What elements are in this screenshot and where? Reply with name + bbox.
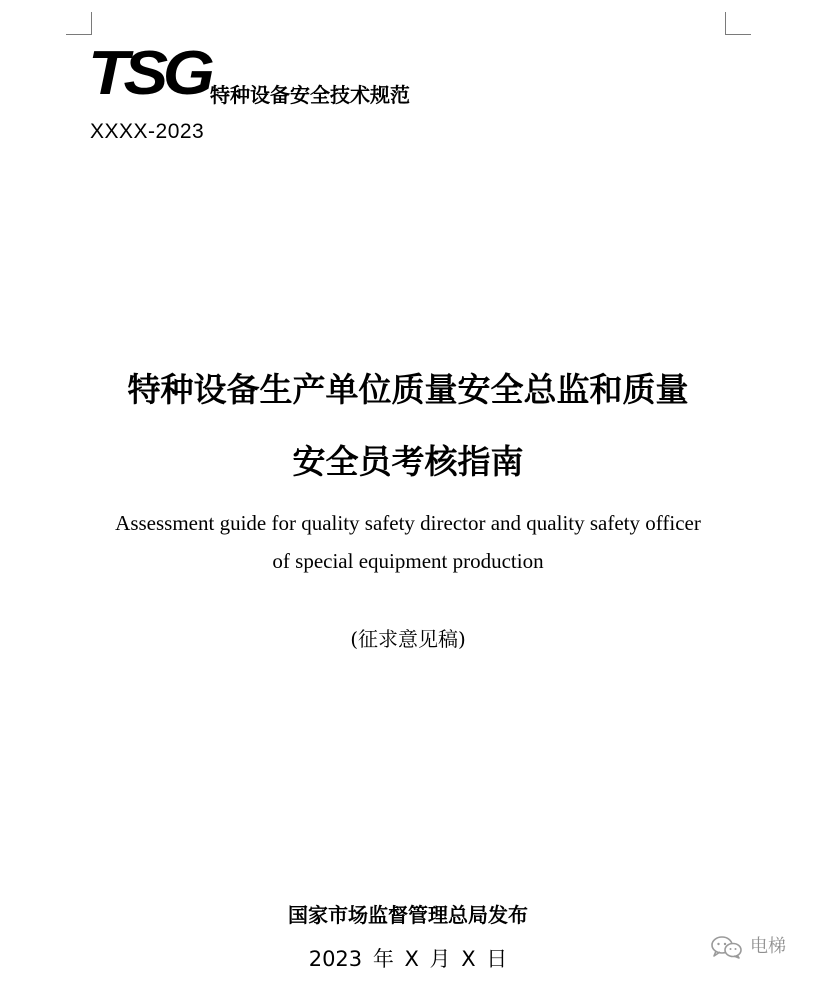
crop-mark-top-left xyxy=(66,12,92,35)
draft-note: (征求意见稿) xyxy=(350,627,466,651)
issue-date: 2023 年 X 月 X 日 xyxy=(308,947,508,971)
series-title: 特种设备安全技术规范 xyxy=(210,83,410,107)
crop-mark-top-right xyxy=(725,12,751,35)
wechat-icon xyxy=(710,935,744,959)
english-title-line-1: Assessment guide for quality safety director and quality safety officer xyxy=(115,511,701,535)
document-number: XXXX-2023 xyxy=(90,120,205,143)
watermark xyxy=(710,934,786,960)
tsg-logo: TSG xyxy=(88,39,210,108)
issuer: 国家市场监督管理总局发布 xyxy=(288,903,528,927)
document-title-line-1: 特种设备生产单位质量安全总监和质量 xyxy=(127,370,689,409)
english-title-line-2: of special equipment production xyxy=(272,549,544,573)
document-title-line-2: 安全员考核指南 xyxy=(292,442,524,481)
watermark-text: 电梯 xyxy=(750,936,786,957)
